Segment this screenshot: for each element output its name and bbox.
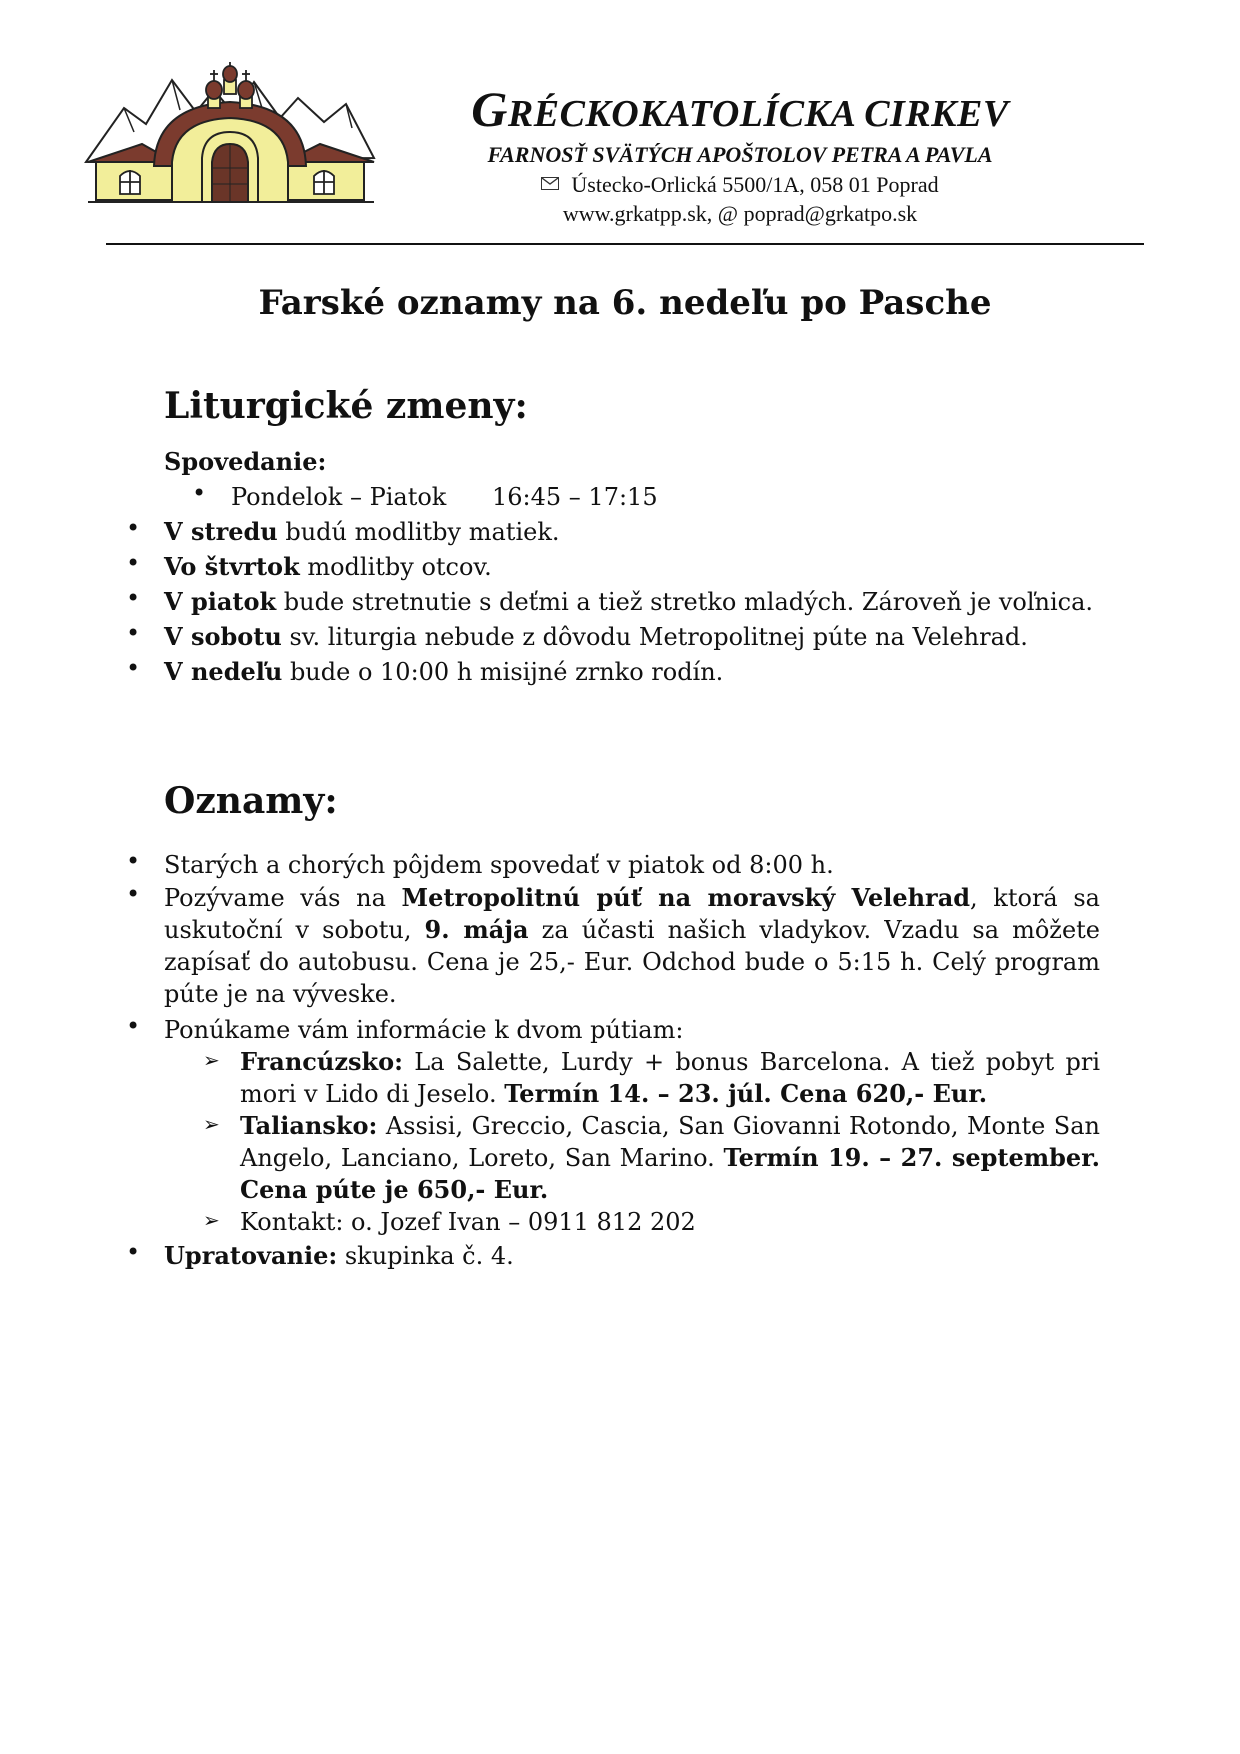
section-heading-announcements: Oznamy:	[164, 780, 338, 822]
page-title: Farské oznamy na 6. nedeľu po Pasche	[258, 283, 992, 323]
trip-terms: Termín 19. – 27. september. Cena púte je 650,- Eur.	[240, 1143, 1100, 1204]
cleaning-label: Upratovanie:	[164, 1241, 338, 1270]
confession-days: Pondelok – Piatok	[231, 483, 447, 511]
text-part: , ktorá sa uskutoční v sobotu,	[164, 884, 1100, 944]
pilgrimage-date: 9. mája	[424, 915, 529, 944]
church-logo	[84, 62, 376, 208]
bullet-dot-icon: •	[126, 654, 141, 682]
bullet-dot-icon: •	[126, 880, 141, 908]
arrow-bullet-icon: ➢	[203, 1208, 220, 1232]
address-text: Ústecko-Orlická 5500/1A, 058 01 Poprad	[571, 172, 939, 197]
cleaning-text: skupinka č. 4.	[337, 1242, 514, 1270]
church-name-initial: G	[471, 81, 508, 137]
item-text: modlitby otcov.	[299, 553, 492, 581]
list-item	[164, 656, 723, 688]
announcement-cleaning	[164, 1240, 514, 1272]
text-part: za účasti našich vladykov. Vzadu sa môžete zapísať do autobusu. Cena je 25,- Eur. Odchod bude o 5:15 h. Celý program púte je na výveske.	[164, 916, 1101, 1008]
confession-label-text: Spovedanie:	[164, 447, 327, 476]
trip-italy	[240, 1110, 1100, 1206]
bullet-dot-icon: •	[192, 479, 207, 507]
text-part: Pozývame vás na	[164, 884, 402, 912]
announcement-elderly: Starých a chorých pôjdem spovedať v piatok od 8:00 h.	[164, 851, 834, 879]
confession-time: 16:45 – 17:15	[492, 483, 658, 511]
trip-terms: Termín 14. – 23. júl. Cena 620,- Eur.	[504, 1079, 988, 1108]
pilgrimage-name: Metropolitnú púť na moravský Velehrad	[401, 883, 971, 912]
bullet-dot-icon: •	[126, 549, 141, 577]
parish-address	[370, 172, 1110, 198]
item-text: budú modlitby matiek.	[277, 518, 560, 546]
item-day: V stredu	[164, 517, 278, 546]
bullet-dot-icon: •	[126, 619, 141, 647]
item-day: Vo štvrtok	[164, 552, 300, 581]
trip-france	[240, 1046, 1100, 1110]
confession-label	[164, 446, 326, 478]
bullet-dot-icon: •	[126, 1238, 141, 1266]
list-item	[164, 586, 1093, 618]
trip-text: La Salette, Lurdy + bonus Barcelona. A tiež pobyt pri mori v Lido di Jeselo.	[240, 1048, 1100, 1108]
list-item	[164, 621, 1028, 653]
bullet-dot-icon: •	[126, 847, 141, 875]
list-item	[164, 516, 560, 548]
church-name	[370, 80, 1110, 138]
trip-label: Taliansko:	[240, 1111, 378, 1140]
item-day: V piatok	[164, 587, 277, 616]
header-divider	[106, 243, 1144, 245]
bullet-dot-icon: •	[126, 1012, 141, 1040]
announcement-pilgrimage	[164, 882, 1100, 1010]
arrow-bullet-icon: ➢	[203, 1048, 220, 1072]
trip-contact: Kontakt: o. Jozef Ivan – 0911 812 202	[240, 1208, 696, 1236]
announcement-trips: Ponúkame vám informácie k dvom pútiam:	[164, 1016, 684, 1044]
arrow-bullet-icon: ➢	[203, 1112, 220, 1136]
church-name-rest: RÉCKOKATOLÍCKA CIRKEV	[507, 93, 1009, 135]
envelope-icon	[541, 177, 559, 190]
trip-text: Assisi, Greccio, Cascia, San Giovanni Rotondo, Monte San Angelo, Lanciano, Loreto, San Marino.	[240, 1112, 1100, 1172]
trip-label: Francúzsko:	[240, 1047, 403, 1076]
item-day: V sobotu	[164, 622, 282, 651]
bullet-dot-icon: •	[126, 514, 141, 542]
section-heading-liturgical: Liturgické zmeny:	[164, 385, 528, 427]
bullet-dot-icon: •	[126, 584, 141, 612]
item-text: sv. liturgia nebude z dôvodu Metropolitnej púte na Velehrad.	[281, 623, 1028, 651]
item-text: bude stretnutie s deťmi a tiež stretko mladých. Zároveň je voľnica.	[276, 588, 1094, 616]
parish-name: FARNOSŤ SVÄTÝCH APOŠTOLOV PETRA A PAVLA	[487, 142, 993, 167]
list-item	[164, 551, 492, 583]
parish-web: www.grkatpp.sk, @ poprad@grkatpo.sk	[562, 201, 918, 226]
item-text: bude o 10:00 h misijné zrnko rodín.	[282, 658, 724, 686]
item-day: V nedeľu	[164, 657, 283, 686]
